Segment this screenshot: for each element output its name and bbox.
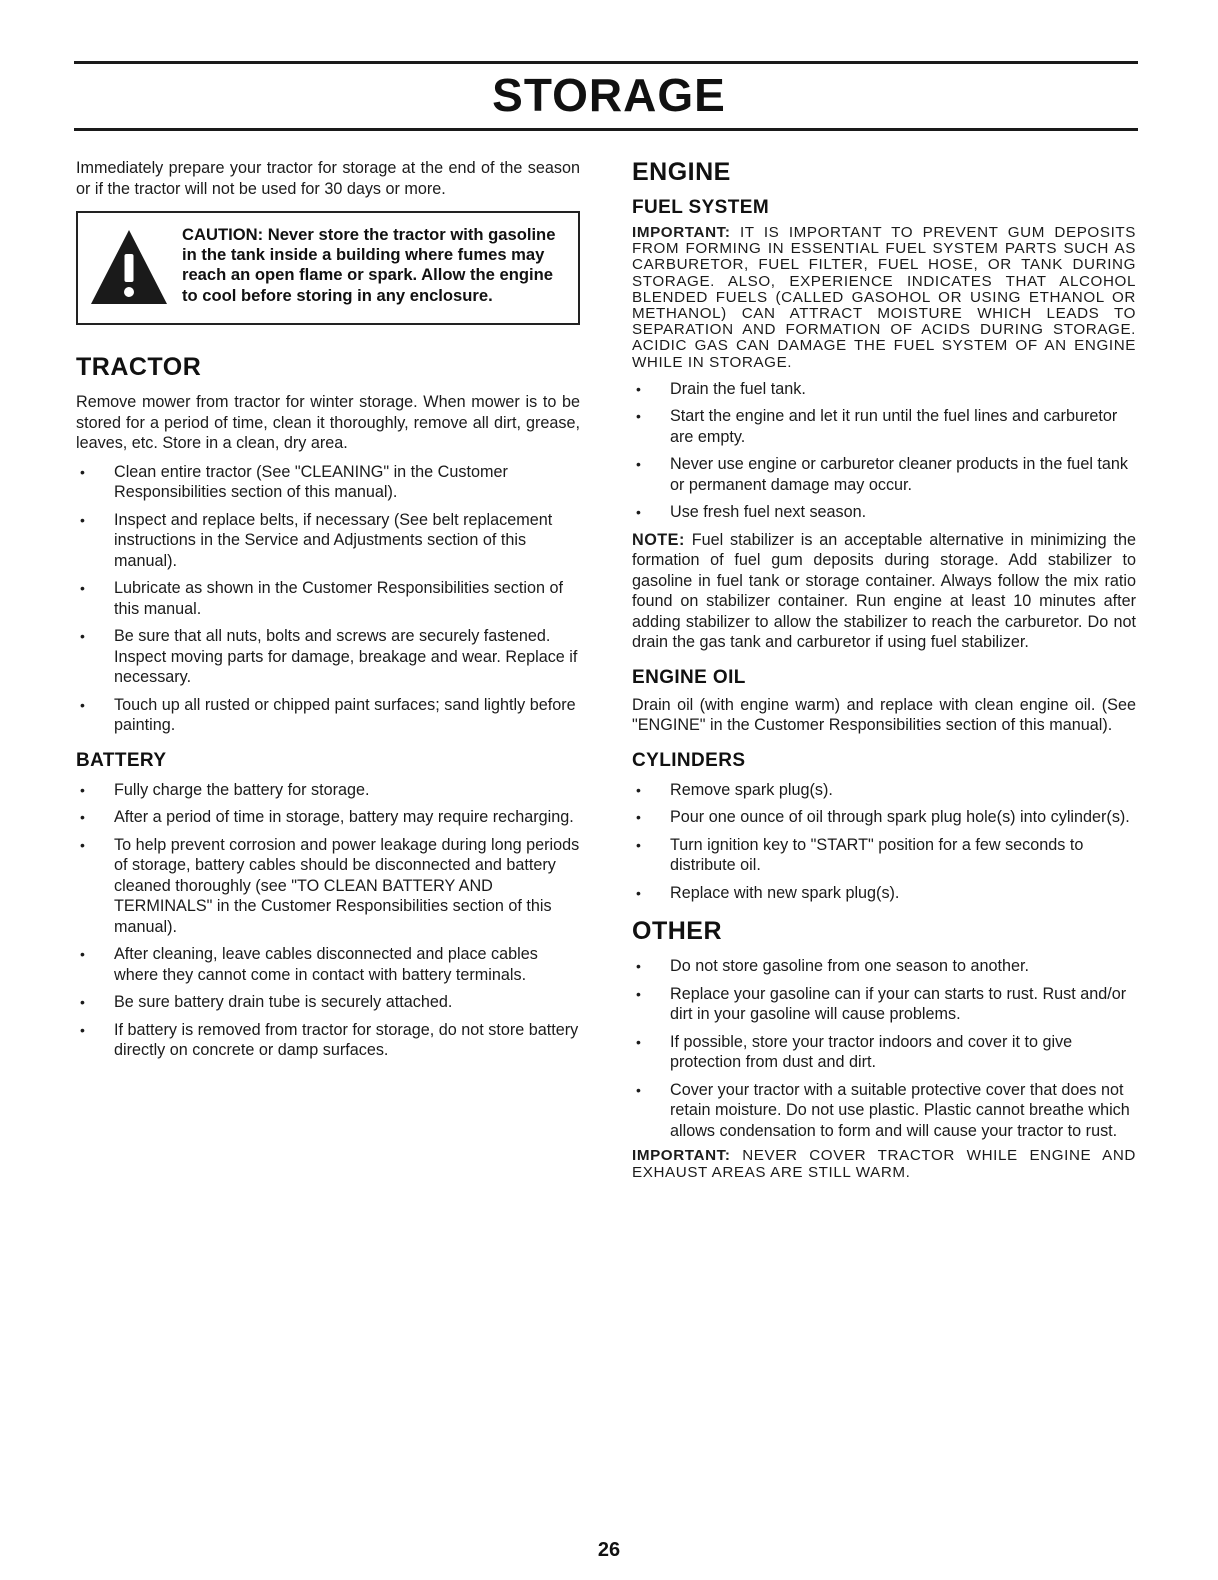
list-item: • Be sure that all nuts, bolts and screws are securely fastened. Inspect moving parts for damage, breakage and wear. Replace if necessary. (76, 626, 580, 688)
list-item: • Remove spark plug(s). (632, 780, 1136, 801)
important-label: IMPORTANT: (632, 224, 731, 241)
header-rule-top (74, 61, 1138, 64)
list-item: • Clean entire tractor (See "CLEANING" in the Customer Responsibilities section of this manual). (76, 462, 580, 503)
tractor-heading: TRACTOR (76, 353, 202, 381)
other-important-note (632, 1148, 1136, 1180)
right-column (632, 158, 1136, 1195)
tractor-list (76, 462, 580, 736)
caution-text: CAUTION: Never store the tractor with gasoline in the tank inside a building where fumes may reach an open flame or spark. Allow the engine to cool before storing in any enclosure. (182, 225, 556, 305)
fuel-system-heading: FUEL SYSTEM (632, 197, 770, 218)
list-item: • After cleaning, leave cables disconnected and place cables where they cannot come in contact with battery terminals. (76, 944, 580, 985)
other-section (632, 917, 1136, 1180)
list-item: • Drain the fuel tank. (632, 379, 1136, 400)
list-item: • Start the engine and let it run until the fuel lines and carburetor are empty. (632, 406, 1136, 447)
engine-oil-section (632, 667, 1136, 736)
tractor-paragraph: Remove mower from tractor for winter storage. When mower is to be stored for a period of time, clean it thoroughly, remove all dirt, grease, leaves, etc. Store in a clean, dry area. (76, 393, 580, 452)
fuel-stabilizer-note (632, 530, 1136, 653)
tractor-section (76, 353, 580, 736)
cylinders-section (632, 750, 1136, 904)
intro-paragraph: Immediately prepare your tractor for storage at the end of the season or if the tractor will not be used for 30 days or more. (76, 159, 580, 198)
list-item: • Replace your gasoline can if your can starts to rust. Rust and/or dirt in your gasoline will cause problems. (632, 984, 1136, 1025)
battery-heading: BATTERY (76, 749, 167, 771)
header-rule-bottom (74, 128, 1138, 131)
engine-oil-heading: ENGINE OIL (632, 666, 746, 688)
list-item: • Lubricate as shown in the Customer Responsibilities section of this manual. (76, 578, 580, 619)
cylinders-heading: CYLINDERS (632, 749, 746, 771)
list-item: • Use fresh fuel next season. (632, 502, 1136, 523)
list-item: • Pour one ounce of oil through spark plug hole(s) into cylinder(s). (632, 807, 1136, 828)
battery-section (76, 750, 580, 1061)
page-title: STORAGE (492, 69, 726, 121)
fuel-system-section (632, 197, 1136, 653)
warning-triangle-icon (88, 226, 170, 308)
page-number: 26 (597, 1539, 621, 1561)
fuel-list (632, 379, 1136, 523)
list-item: • If possible, store your tractor indoors and cover it to give protection from dust and dirt. (632, 1032, 1136, 1073)
list-item: • Be sure battery drain tube is securely attached. (76, 992, 580, 1013)
list-item: • Cover your tractor with a suitable protective cover that does not retain moisture. Do not use plastic. Plastic cannot breathe which allows condensation to form and will cause your tractor to rust. (632, 1080, 1136, 1142)
important-text: NEVER COVER TRACTOR WHILE ENGINE AND EXHAUST AREAS ARE STILL WARM. (632, 1147, 1136, 1181)
list-item: • Do not store gasoline from one season to another. (632, 956, 1136, 977)
engine-heading: ENGINE (632, 158, 731, 186)
left-column (76, 158, 580, 1075)
battery-list (76, 780, 580, 1061)
list-item: • Never use engine or carburetor cleaner products in the fuel tank or permanent damage may occur. (632, 454, 1136, 495)
note-text: Fuel stabilizer is an acceptable alternative in minimizing the formation of fuel gum deposits during storage. Add stabilizer to gasoline in fuel tank or storage container. Always follow the mix ratio found on stabilizer container. Run engine at least 10 minutes after adding stabilizer to allow the stabilizer to reach the carburetor. Do not drain the gas tank and carburetor if using fuel stabilizer. (632, 530, 1137, 652)
cylinders-list (632, 780, 1136, 904)
list-item: • Inspect and replace belts, if necessary (See belt replacement instructions in the Service and Adjustments section of this manual). (76, 510, 580, 572)
note-label: NOTE: (632, 530, 685, 549)
engine-oil-text: Drain oil (with engine warm) and replace with clean engine oil. (See "ENGINE" in the Customer Responsibilities section of this manual). (632, 695, 1136, 735)
list-item: • To help prevent corrosion and power leakage during long periods of storage, battery cables should be disconnected and battery cleaned thoroughly (see "TO CLEAN BATTERY AND TERMINALS" in the Customer Responsibilities section of this manual). (76, 835, 580, 938)
important-label: IMPORTANT: (632, 1147, 731, 1165)
list-item: • Replace with new spark plug(s). (632, 883, 1136, 904)
fuel-important-note (632, 225, 1136, 371)
other-list (632, 956, 1136, 1141)
list-item: • If battery is removed from tractor for storage, do not store battery directly on concrete or damp surfaces. (76, 1020, 580, 1061)
other-heading: OTHER (632, 917, 722, 946)
list-item: • Touch up all rusted or chipped paint surfaces; sand lightly before painting. (76, 695, 580, 736)
important-text: IT IS IMPORTANT TO PREVENT GUM DEPOSITS FROM FORMING IN ESSENTIAL FUEL SYSTEM PARTS SUCH AS CARBURETOR, FUEL FILTER, FUEL HOSE, OR TANK DURING STORAGE. ALSO, EXPERIENCE INDICATES THAT ALCOHOL BLENDED FUELS (CALLED GASOHOL OR USING ETHANOL OR METHANOL) CAN ATTRACT MOISTURE WHICH LEADS TO SEPARATION AND FORMATION OF ACIDS DURING STORAGE. ACIDIC GAS CAN DAMAGE THE FUEL SYSTEM OF AN ENGINE WHILE IN STORAGE. (632, 224, 1136, 371)
list-item: • After a period of time in storage, battery may require recharging. (76, 807, 580, 828)
list-item: • Turn ignition key to "START" position for a few seconds to distribute oil. (632, 835, 1136, 876)
caution-box (76, 211, 580, 325)
list-item: • Fully charge the battery for storage. (76, 780, 580, 801)
